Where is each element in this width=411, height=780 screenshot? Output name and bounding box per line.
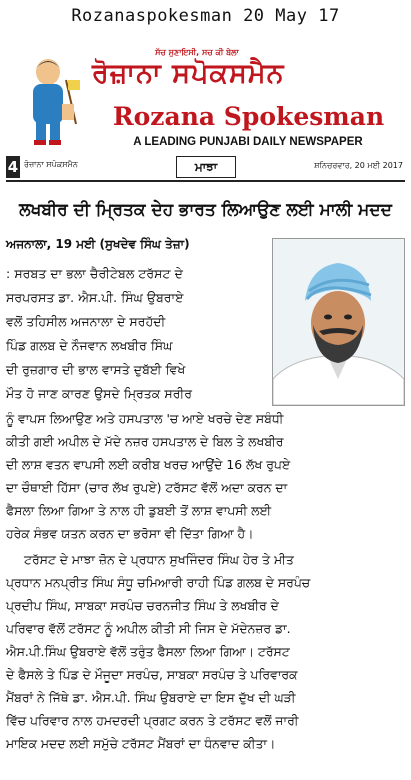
- body-line: ਕੀਤੀ ਗਈ ਅਪੀਲ ਦੇ ਮੱਦੇ ਨਜ਼ਰ ਹਸਪਤਾਲ ਦੇ ਬਿਲ ਤੇ ਲਖਬੀਰ: [6, 434, 284, 449]
- column-line: ਸਰਪਰਸਤ ਡਾ. ਐਸ.ਪੀ. ਸਿੰਘ ਉਬਰਾਏ: [6, 290, 184, 305]
- mascot-illustration: [18, 54, 82, 149]
- page-date: ਸ਼ਨਿਚਰਵਾਰ, 20 ਮਈ 2017: [314, 161, 403, 170]
- body-line: ਹਰੇਕ ਸੰਭਵ ਯਤਨ ਕਰਨ ਦਾ ਭਰੋਸਾ ਵੀ ਦਿੱਤਾ ਗਿਆ ਹੈ।: [6, 526, 254, 541]
- column-line: ਦੀ ਰੁਜ਼ਗਾਰ ਦੀ ਭਾਲ ਵਾਸਤੇ ਦੁਬੱਈ ਵਿਖੇ: [6, 362, 186, 377]
- body-line: ਨੂੰ ਵਾਪਸ ਲਿਆਉਣ ਅਤੇ ਹਸਪਤਾਲ 'ਚ ਆਏ ਖਰਚੇ ਦੇਣ ਸਬੰਧੀ: [6, 411, 284, 426]
- body-line: ਮੈਂਬਰਾਂ ਨੇ ਜਿੱਥੇ ਡਾ. ਐਸ.ਪੀ. ਸਿੰਘ ਉਬਰਾਏ ਦਾ ਇਸ ਦੁੱਖ ਦੀ ਘੜੀ: [6, 690, 296, 705]
- column-line: ਵਲੋਂ ਤਹਿਸੀਲ ਅਜਨਾਲਾ ਦੇ ਸਰਹੱਦੀ: [6, 314, 166, 329]
- body-line: ਵਿੱਚ ਪਰਿਵਾਰ ਨਾਲ ਹਮਦਰਦੀ ਪ੍ਰਗਟ ਕਰਨ ਤੇ ਟਰੱਸਟ ਵਲੋਂ ਜਾਰੀ: [6, 713, 299, 728]
- section-label: ਮਾਝਾ: [176, 156, 236, 178]
- page-paper-name: ਰੋਜ਼ਾਨਾ ਸਪੋਕਸਮੈਨ: [24, 160, 78, 169]
- masthead-tagline: ਸੱਚ ਸੁਣਾਇਸੀ, ਸਚ ਕੀ ਬੇਲਾ: [155, 48, 239, 57]
- body-line: ਟਰੱਸਟ ਦੇ ਮਾਝਾ ਜ਼ੋਨ ਦੇ ਪ੍ਰਧਾਨ ਸੁਖਜਿੰਦਰ ਸਿੰਘ ਹੇਰ ਤੇ ਮੀਤ: [24, 552, 294, 567]
- body-line: ਦੀ ਲਾਸ਼ ਵਤਨ ਵਾਪਸੀ ਲਈ ਕਰੀਬ ਖਰਚ ਆਉਂਦੇ 16 ਲੱਖ ਰੁਪਏ: [6, 457, 291, 472]
- body-line: ਮਾਇਕ ਮਦਦ ਲਈ ਸਮੁੱਚੇ ਟਰੱਸਟ ਮੈਂਬਰਾਂ ਦਾ ਧੰਨਵਾਦ ਕੀਤਾ।: [6, 736, 276, 751]
- article-dateline: ਅਜਨਾਲਾ, 19 ਮਈ (ਸੁਖਦੇਵ ਸਿੰਘ ਤੇਜ਼ਾ): [6, 237, 190, 251]
- column-line: ਮੌਤ ਹੋ ਜਾਣ ਕਾਰਣ ਉਸਦੇ ਮ੍ਰਿਤਕ ਸਰੀਰ: [6, 386, 193, 401]
- masthead-subtitle: A LEADING PUNJABI DAILY NEWSPAPER: [133, 136, 363, 148]
- page-number: 4: [7, 158, 19, 176]
- masthead-title-punjabi: ਰੋਜ਼ਾਨਾ ਸਪੋਕਸਮੈਨ: [92, 58, 285, 89]
- article-headline: ਲਖਬੀਰ ਦੀ ਮ੍ਰਿਤਕ ਦੇਹ ਭਾਰਤ ਲਿਆਉਣ ਲਈ ਮਾਲੀ ਮਦਦ: [19, 200, 392, 220]
- column-line: ਪਿੰਡ ਗਲਬ ਦੇ ਨੌਜਵਾਨ ਲਖਬੀਰ ਸਿੰਘ: [6, 338, 173, 353]
- body-line: ਪ੍ਰਧਾਨ ਮਨਪ੍ਰੀਤ ਸਿੰਘ ਸੰਧੂ ਚਮਿਆਰੀ ਰਾਹੀ ਪਿੰਡ ਗਲਬ ਦੇ ਸਰਪੰਚ: [6, 575, 311, 590]
- body-line: ਫੈਸਲਾ ਲਿਆ ਗਿਆ ਤੇ ਨਾਲ ਹੀ ਡੁਬਈ ਤੋਂ ਲਾਸ਼ ਵਾਪਸੀ ਲਈ: [6, 503, 272, 518]
- portrait-illustration: [273, 239, 404, 405]
- column-line: : ਸਰਬਤ ਦਾ ਭਲਾ ਚੈਰੀਟੇਬਲ ਟਰੱਸਟ ਦੇ: [6, 266, 183, 281]
- page-header-bar: [6, 156, 405, 182]
- article-photo: [272, 238, 405, 406]
- body-line: ਦੇ ਫੈਸਲੇ ਤੇ ਪਿੰਡ ਦੇ ਮੌਜੂਦਾ ਸਰਪੰਚ, ਸਾਬਕਾ ਸਰਪੰਚ ਤੇ ਪਰਿਵਾਰਕ: [6, 667, 298, 682]
- body-line: ਪ੍ਰਦੀਪ ਸਿੰਘ, ਸਾਬਕਾ ਸਰਪੰਚ ਚਰਨਜੀਤ ਸਿੰਘ ਤੇ ਲਖਬੀਰ ਦੇ: [6, 598, 279, 613]
- masthead: [0, 44, 411, 152]
- image-caption: Rozanaspokesman 20 May 17: [71, 6, 340, 26]
- body-line: ਦਾ ਚੌਥਾਈ ਹਿੱਸਾ (ਚਾਰ ਲੱਖ ਰੁਪਏ) ਟਰੱਸਟ ਵੱਲੋਂ ਅਦਾ ਕਰਨ ਦਾ: [6, 480, 288, 495]
- body-line: ਪਰਿਵਾਰ ਵੱਲੋਂ ਟਰੱਸਟ ਨੂੰ ਅਪੀਲ ਕੀਤੀ ਸੀ ਜਿਸ ਦੇ ਮੱਦੇਨਜ਼ਰ ਡਾ.: [6, 621, 291, 636]
- body-line: ਐਸ.ਪੀ.ਸਿੰਘ ਉਬਰਾਏ ਵੱਲੋਂ ਤਰੁੰਤ ਫੈਸਲਾ ਲਿਆ ਗਿਆ। ਟਰੱਸਟ: [6, 644, 290, 659]
- masthead-title-english: Rozana Spokesman: [112, 102, 385, 131]
